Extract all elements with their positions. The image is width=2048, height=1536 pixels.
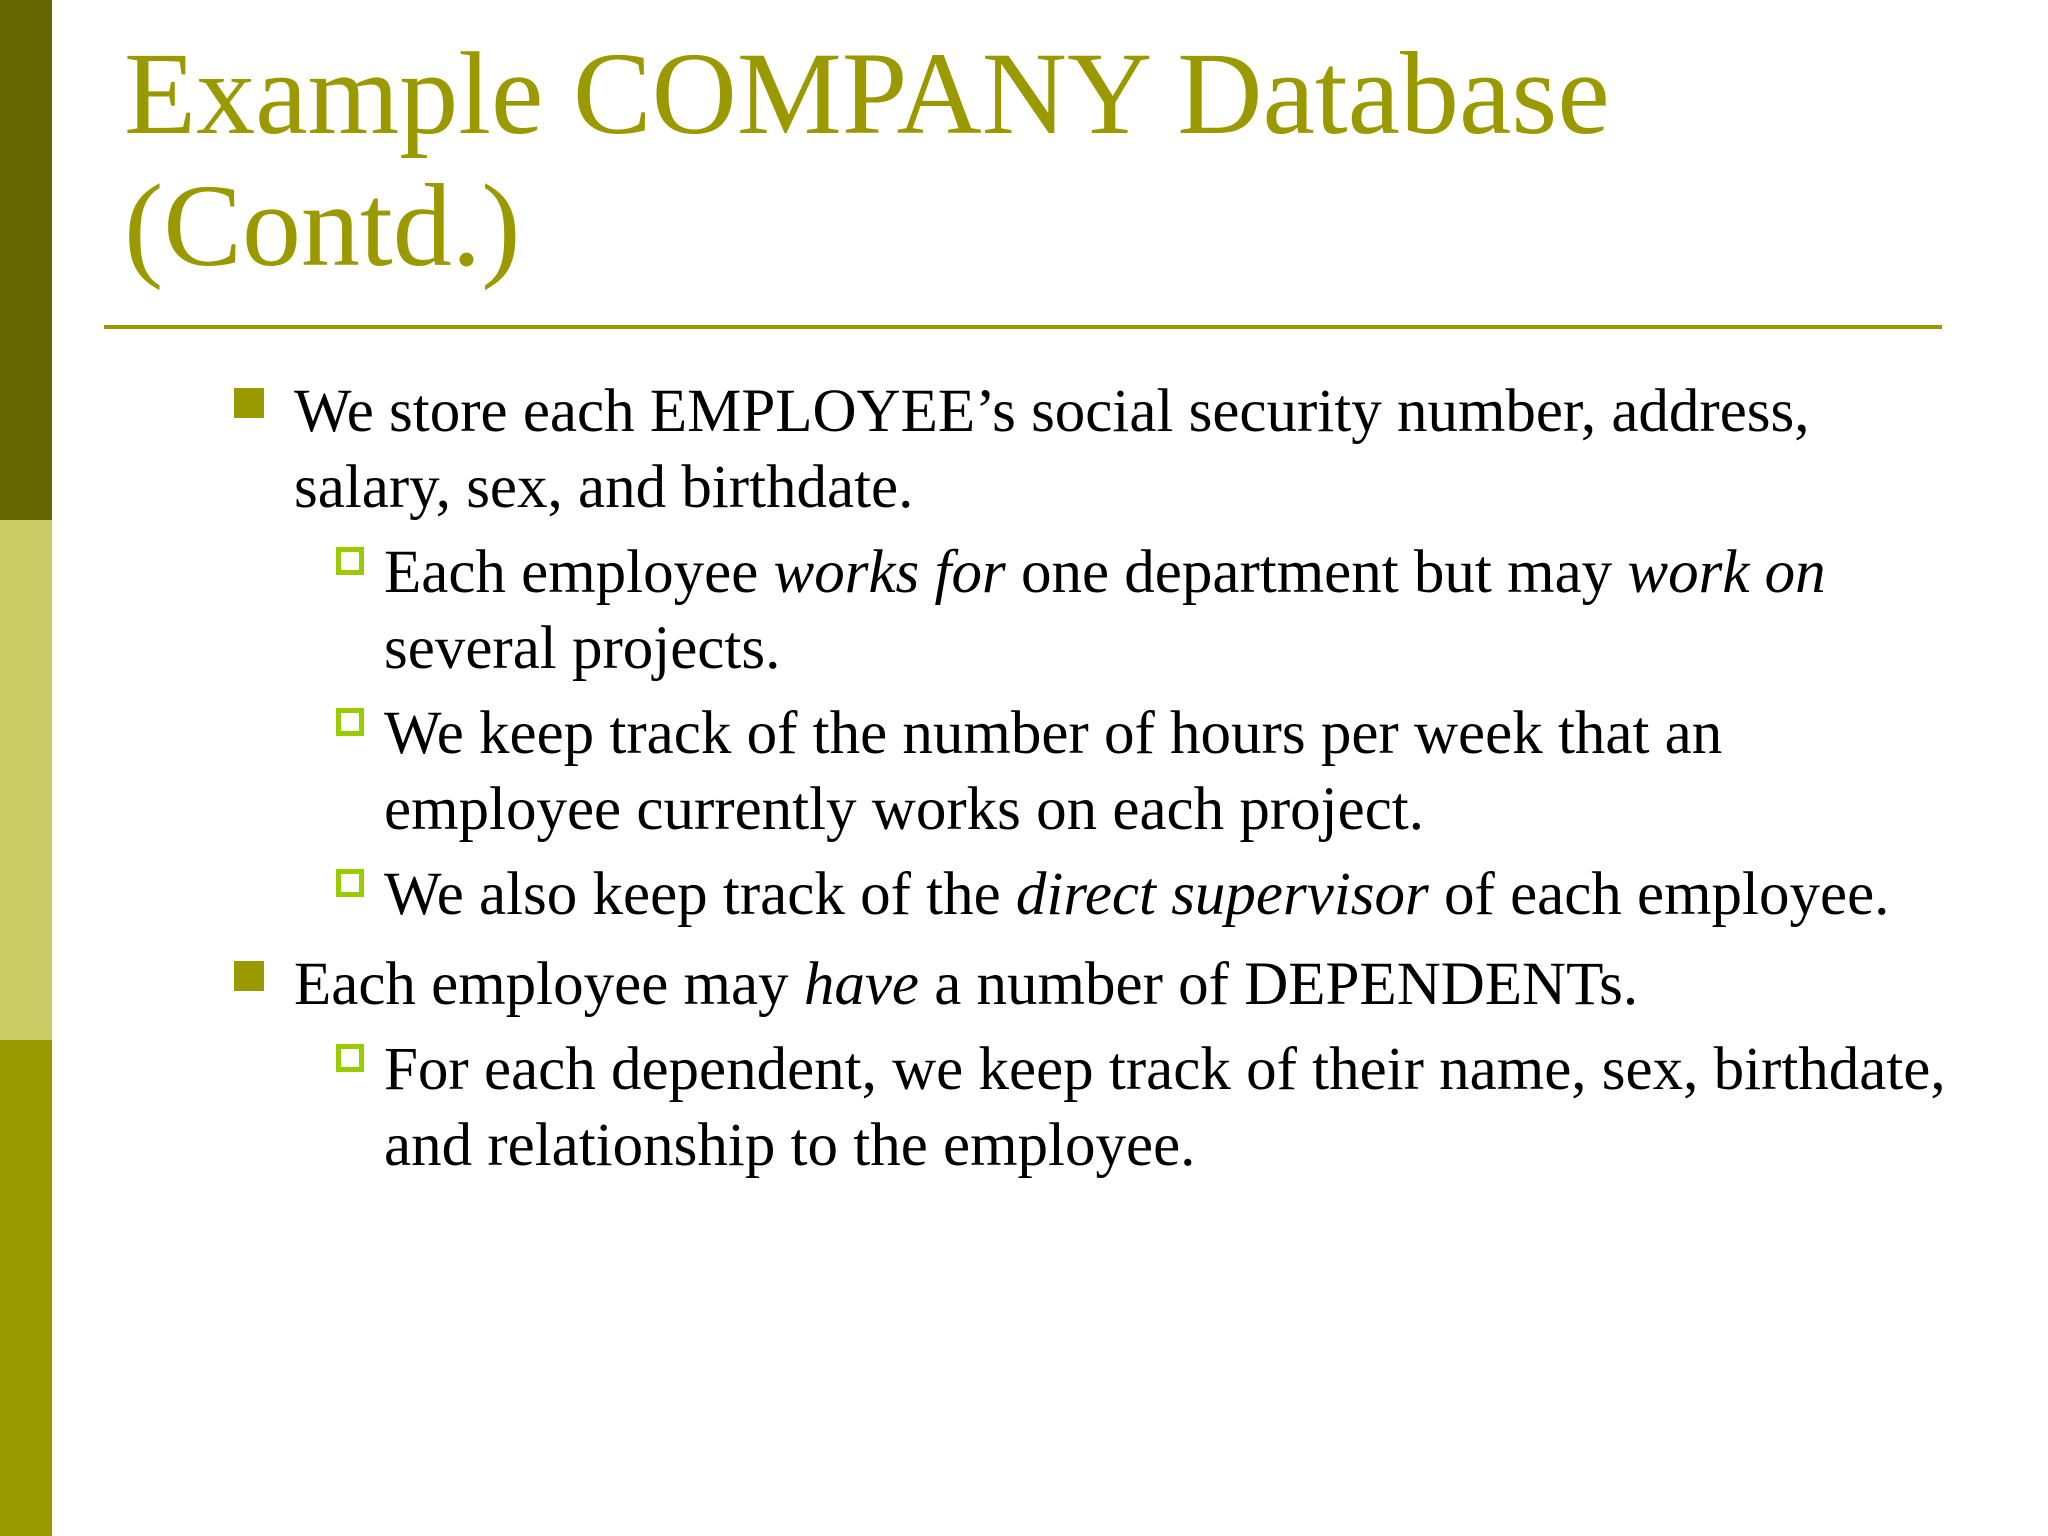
sub-bullet-hours-per-week bbox=[384, 696, 1954, 848]
hollow-square-bullet-icon bbox=[336, 869, 364, 897]
slide-title-line-1: Example COMPANY Database bbox=[124, 28, 1610, 159]
bullet-list bbox=[0, 374, 2048, 1184]
sub-bullet-emphasis-works-for: works for bbox=[773, 539, 1006, 606]
bullet-text-post: a number of DEPENDENTs. bbox=[918, 951, 1639, 1018]
bullet-text: We store each EMPLOYEE’s social security number, address, salary, sex, and birthdate. bbox=[294, 378, 1810, 521]
title-underline bbox=[104, 325, 1942, 329]
sub-bullet-text-mid: one department but may bbox=[1005, 539, 1628, 606]
sub-bullet-dependent-details bbox=[384, 1032, 1954, 1184]
bullet-item-employee-attributes bbox=[294, 374, 1954, 526]
slide-title-line-2: (Contd.) bbox=[124, 160, 521, 291]
slide-title bbox=[124, 28, 1944, 292]
sub-bullet-text-post: of each employee. bbox=[1428, 861, 1890, 928]
sub-bullet-emphasis-work-on: work on bbox=[1627, 539, 1826, 606]
hollow-square-bullet-icon bbox=[336, 708, 364, 736]
sub-bullet-text: We keep track of the number of hours per week that an employee currently works on each project. bbox=[384, 700, 1723, 843]
sub-bullet-direct-supervisor bbox=[384, 857, 1954, 933]
square-bullet-icon bbox=[234, 961, 264, 991]
sub-bullet-text: For each dependent, we keep track of their name, sex, birthdate, and relationship to the employee. bbox=[384, 1036, 1946, 1179]
bullet-emphasis-have: have bbox=[803, 951, 919, 1018]
sub-bullet-text-pre: We also keep track of the bbox=[384, 861, 1016, 928]
sub-bullet-emphasis-direct-supervisor: direct supervisor bbox=[1015, 861, 1429, 928]
bullet-text-pre: Each employee may bbox=[294, 951, 804, 1018]
bullet-item-dependents bbox=[294, 947, 1954, 1023]
sub-bullet-text-post: several projects. bbox=[384, 615, 781, 682]
sub-bullet-text-pre: Each employee bbox=[384, 539, 774, 606]
sub-bullet-works-for bbox=[384, 535, 1954, 687]
square-bullet-icon bbox=[234, 388, 264, 418]
hollow-square-bullet-icon bbox=[336, 1044, 364, 1072]
hollow-square-bullet-icon bbox=[336, 547, 364, 575]
